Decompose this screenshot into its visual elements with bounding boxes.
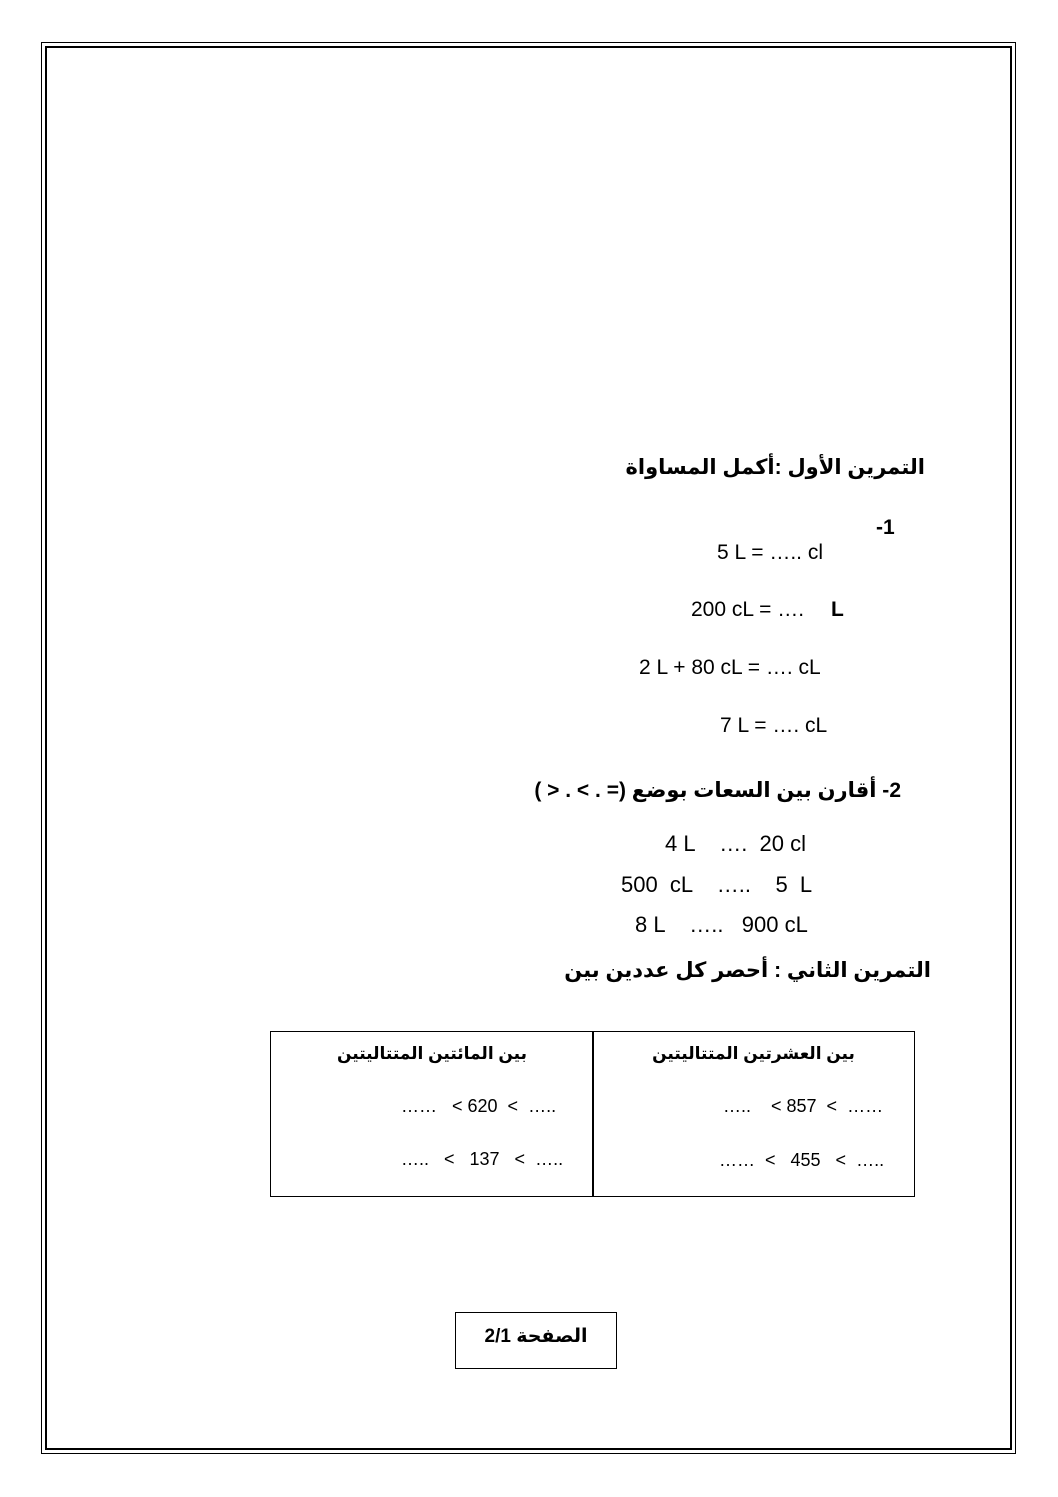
equality-1: 5 L = ….. cl [717,541,824,564]
equality-2-unit: L [831,598,844,621]
table-column-tens [592,1031,915,1197]
table-row: ….. < 137 < ….. [401,1149,564,1169]
page-number-box [455,1312,617,1369]
table-row: …… < 455 < ….. [719,1150,885,1170]
part1-label: -1 [876,516,895,539]
table-row: …… < 620 < ….. [401,1096,557,1116]
part2-heading: 2- أقارن بين السعات بوضع (= . > . < ) [534,779,901,802]
equality-2: 200 cL = …. [691,598,805,621]
table-column-hundreds [270,1031,594,1197]
table-header-hundreds: بين المائتين المتتاليتين [337,1044,527,1063]
comparison-1: 4 L …. 20 cl [665,831,807,856]
table-row: ….. < 857 < …… [723,1096,884,1116]
exercise2-heading: التمرين الثاني : أحصر كل عددين بين [564,959,931,982]
equality-4: 7 L = …. cL [720,714,828,737]
equality-3: 2 L + 80 cL = …. cL [639,656,821,679]
comparison-3: 8 L ….. 900 cL [635,912,808,937]
comparison-2: 500 cL ….. 5 L [621,872,813,897]
table-header-tens: بين العشرتين المتتاليتين [652,1044,855,1063]
page-number: الصفحة 2/1 [484,1326,588,1347]
exercise1-heading: التمرين الأول :أكمل المساواة [625,456,925,479]
page-border-inner [45,46,1012,1450]
